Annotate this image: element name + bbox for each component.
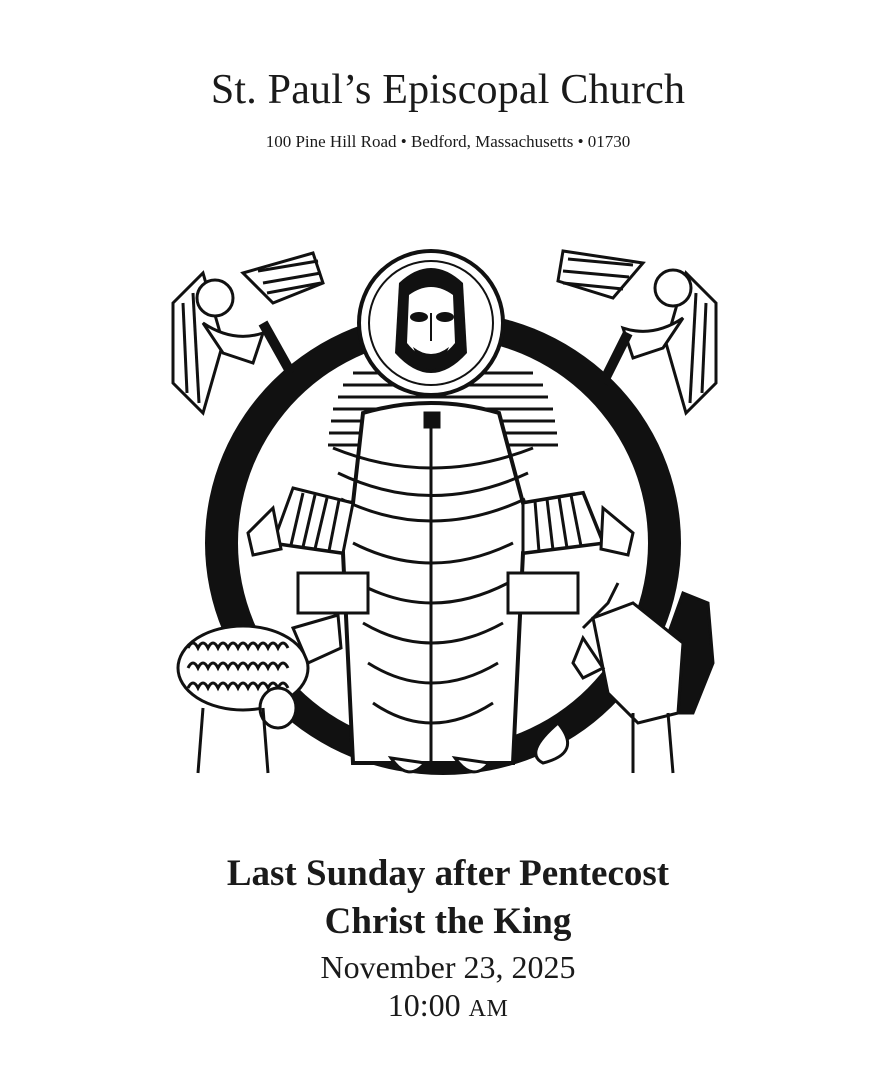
service-time <box>0 987 896 1024</box>
christ-head <box>395 268 467 373</box>
service-time-number: 10:00 <box>387 987 461 1023</box>
church-address: 100 Pine Hill Road • Bedford, Massachusetts • 01730 <box>265 132 631 151</box>
service-title: Last Sunday after Pentecost <box>226 853 670 894</box>
service-date: November 23, 2025 <box>320 949 576 985</box>
service-subtitle: Christ the King <box>324 901 572 942</box>
christ-the-king-illustration <box>163 243 726 790</box>
church-name: St. Paul’s Episcopal Church <box>210 67 686 113</box>
service-time-suffix: AM <box>468 996 509 1022</box>
illustration-svg <box>163 243 726 790</box>
